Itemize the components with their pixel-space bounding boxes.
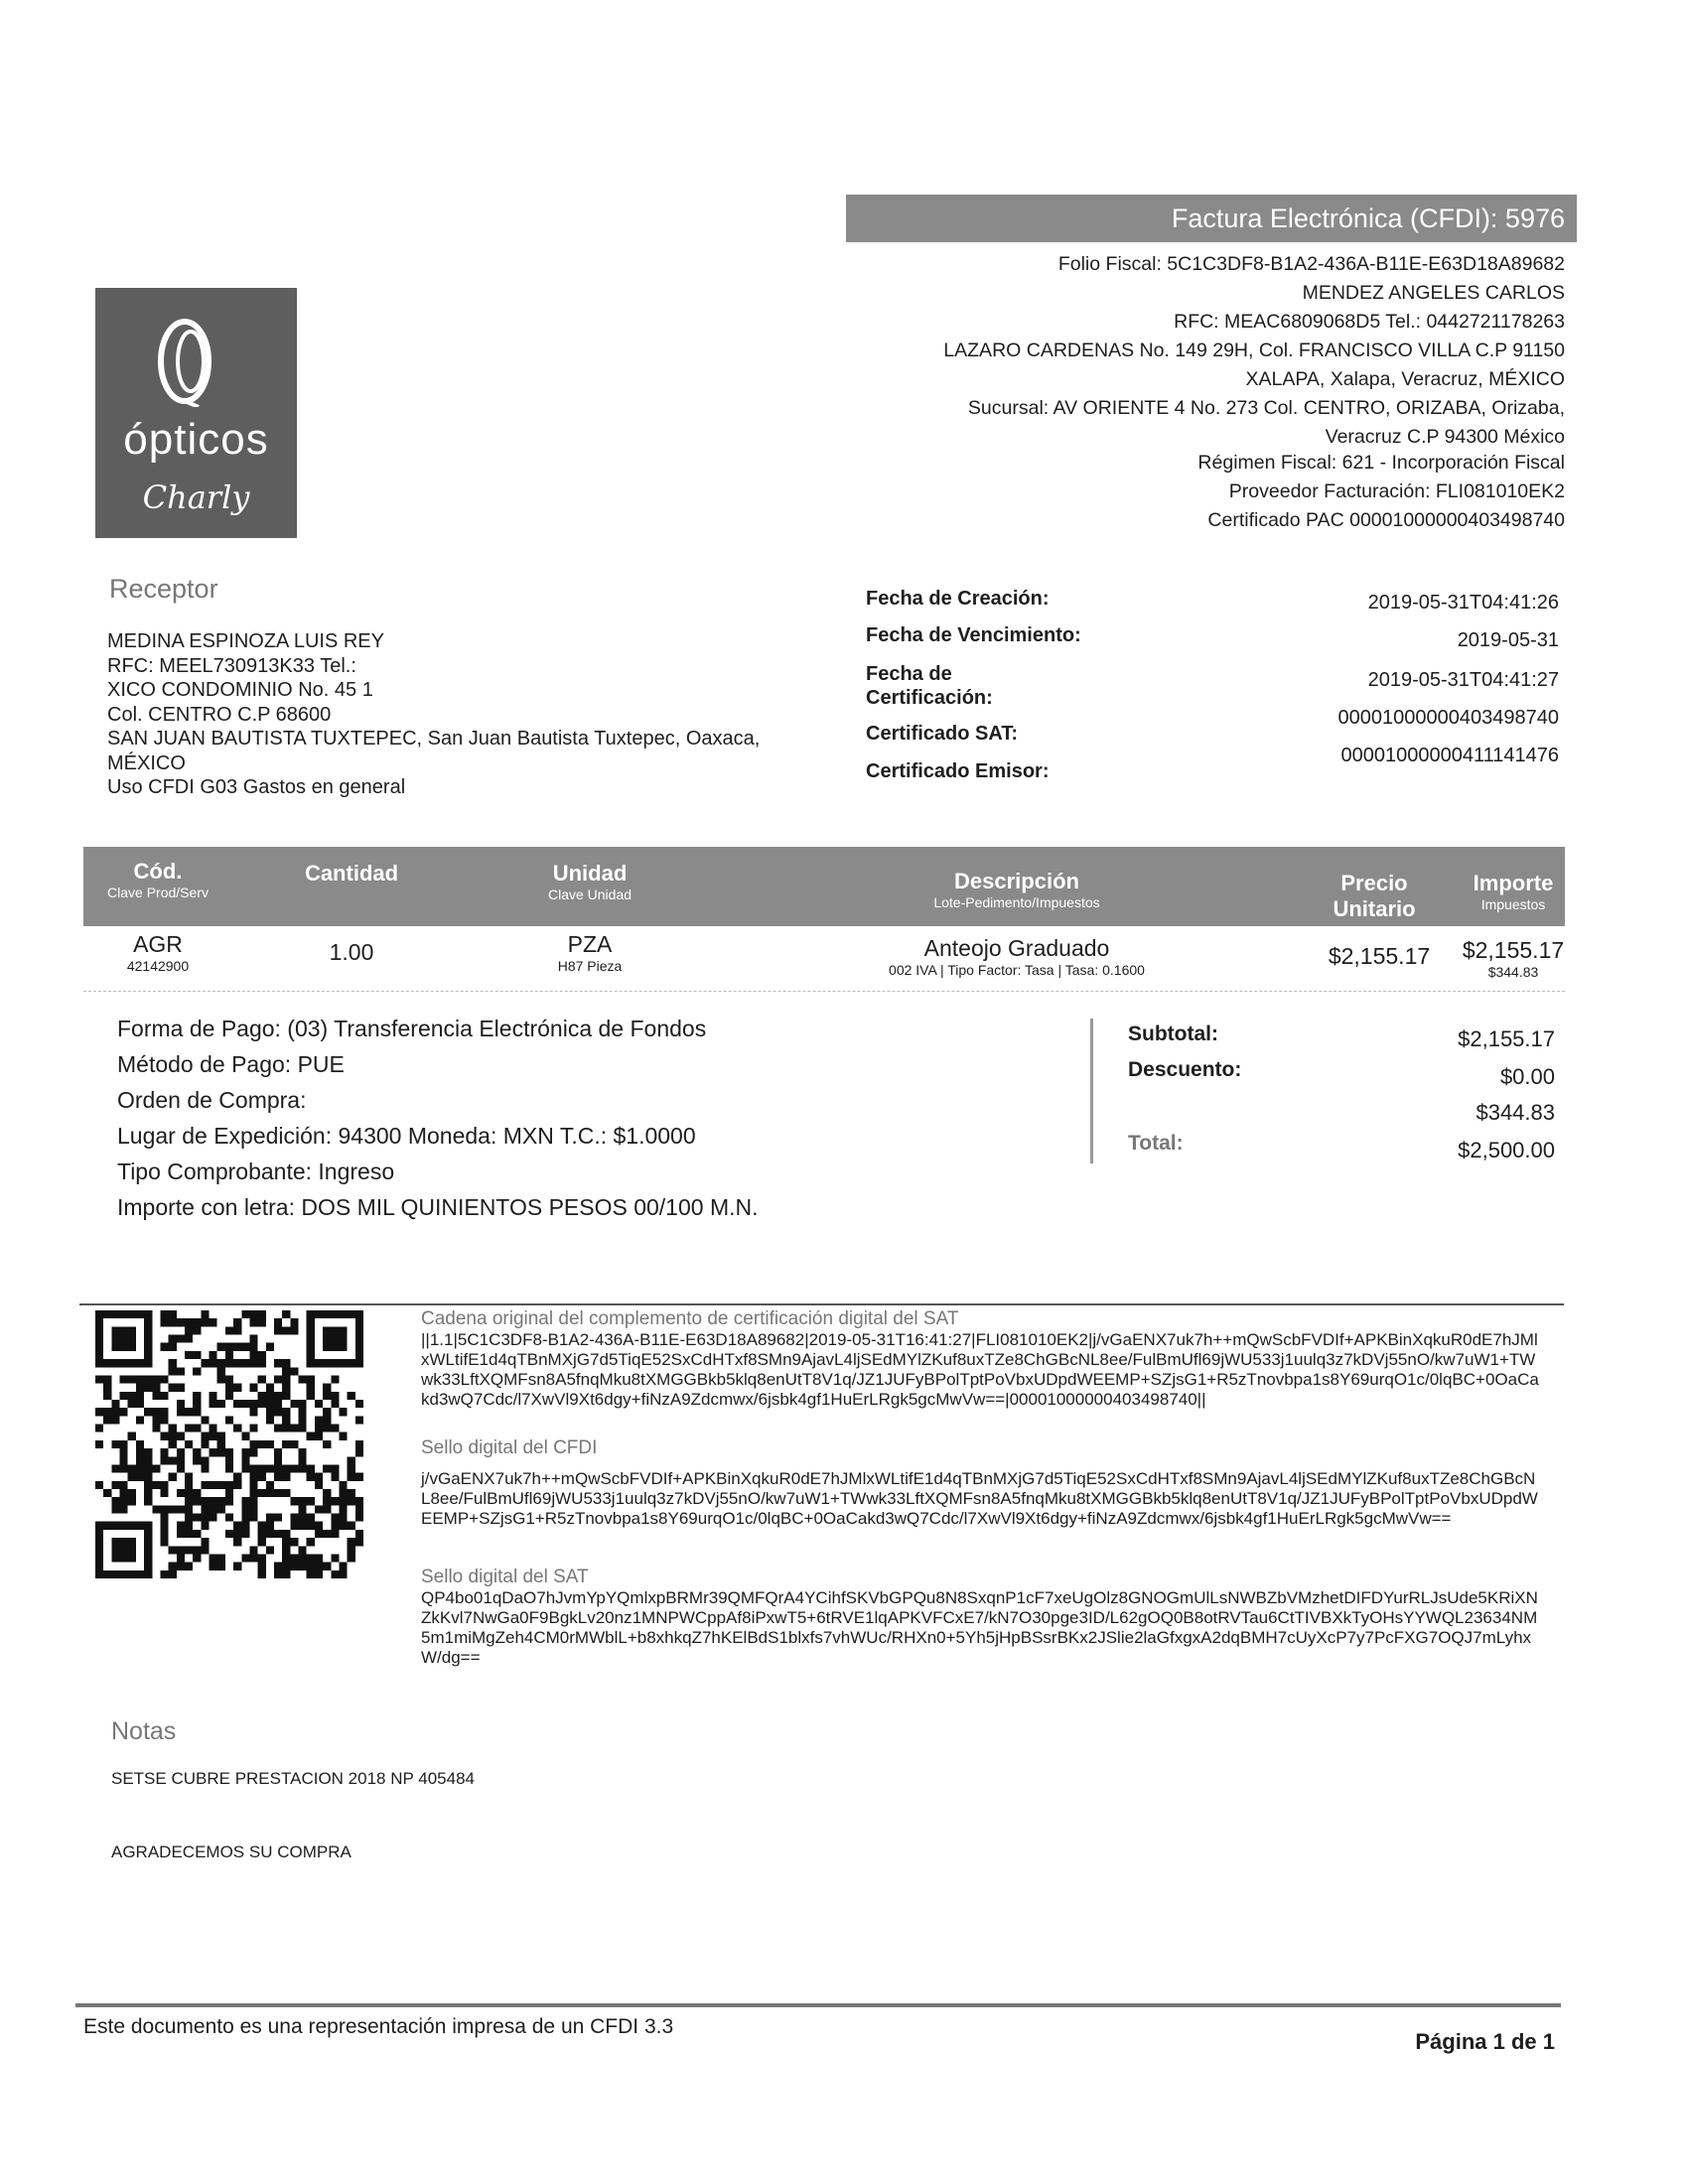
payment-details — [117, 1011, 759, 1225]
creation-label: Fecha de Creación: — [866, 588, 1050, 610]
due-value: 2019-05-31 — [1457, 629, 1559, 651]
payment-method: Método de Pago: PUE — [117, 1051, 345, 1077]
logo-wordmark: ópticos — [123, 415, 269, 464]
notes-title: Notas — [111, 1717, 177, 1745]
due-label: Fecha de Vencimiento: — [866, 624, 1081, 646]
company-logo — [95, 288, 297, 538]
sat-cert-label: Certificado SAT: — [866, 723, 1018, 745]
folio-fiscal: Folio Fiscal: 5C1C3DF8-B1A2-436A-B11E-E63D18A89682 — [1057, 253, 1565, 275]
certification-value: 2019-05-31T04:41:27 — [1367, 669, 1559, 691]
footer-disclaimer: Este documento es una representación impresa de un CFDI 3.3 — [83, 2015, 674, 2038]
footer-divider — [75, 2003, 1561, 2007]
total-label: Total: — [1128, 1132, 1184, 1155]
pac-certificate: Certificado PAC 00001000000403498740 — [1207, 509, 1565, 531]
certification-label-2: Certificación: — [866, 687, 993, 709]
sat-cert-value: 00001000000403498740 — [1337, 707, 1559, 729]
cadena-original-title: Cadena original del complemento de certificación digital del SAT — [421, 1308, 959, 1329]
creation-value: 2019-05-31T04:41:26 — [1367, 592, 1559, 614]
cadena-original-block — [421, 1308, 1539, 1410]
branch-city: Veracruz C.P 94300 México — [1325, 426, 1565, 448]
col-unit: Unidad Clave Unidad — [547, 861, 633, 902]
totals-divider — [1090, 1019, 1093, 1163]
cfdi-seal-text: j/vGaENX7uk7h++mQwScbFVDIf+APKBinXqkuR0dE7hJMlxWLtifE1d4qTBnMXjG7d5TiqE52SxCdHTxf8SMn9AjavL4ljSEdMYlZKuf8uxTZe8ChGBcNL8ee/FulBmUfl69jWU533j1uulq3z7kDVj55nO/kw7uW1+TWwk33LftXQMFsn8A5fnqMku8tXMGGBkb5klq8enUtT8V1q/JZ1JUFyBPolTptPoVbxUDpdWEEMP+SZjsG1+R5zTnovbpa1s8Y69urqO1c/0lqBC+0OaCakd3wQ7Cdc/l7XwVl9Xt6dgy+fiNzA9Zdcmwx/6jsbk4gf1HuErLRgk5gcMwVw== — [421, 1469, 1538, 1528]
logo-script: Charly — [142, 478, 250, 516]
subtotal-value: $2,155.17 — [1458, 1026, 1555, 1051]
receptor-uso-cfdi: Uso CFDI G03 Gastos en general — [107, 776, 406, 798]
tax-value: $344.83 — [1476, 1100, 1555, 1125]
receptor-title: Receptor — [109, 574, 218, 604]
issuer-address: LAZARO CARDENAS No. 149 29H, Col. FRANCISCO VILLA C.P 91150 — [943, 340, 1565, 361]
page-number: Página 1 de 1 — [1415, 2029, 1555, 2054]
receptor-country: MÉXICO — [107, 751, 186, 774]
row-unit-price: $2,155.17 — [1328, 943, 1431, 969]
sat-seal-title: Sello digital del SAT — [421, 1567, 589, 1587]
row-quantity: 1.00 — [329, 939, 374, 965]
note-line: SETSE CUBRE PRESTACION 2018 NP 405484 — [111, 1769, 475, 1788]
receptor-rfc: RFC: MEEL730913K33 Tel.: — [107, 654, 356, 677]
branch-address: Sucursal: AV ORIENTE 4 No. 273 Col. CENTRO, ORIZABA, Orizaba, — [967, 397, 1565, 419]
issuer-info — [810, 250, 1565, 535]
total-value: $2,500.00 — [1458, 1138, 1555, 1162]
emisor-cert-value: 00001000000411141476 — [1340, 745, 1559, 766]
receptor-colony: Col. CENTRO C.P 68600 — [107, 703, 332, 726]
col-quantity: Cantidad — [304, 861, 399, 886]
row-code: AGR 42142900 — [126, 931, 190, 974]
receptor-city: SAN JUAN BAUTISTA TUXTEPEC, San Juan Bautista Tuxtepec, Oaxaca, — [107, 728, 761, 750]
logo-ring-icon — [157, 316, 212, 407]
tax-regime: Régimen Fiscal: 621 - Incorporación Fiscal — [1197, 452, 1565, 474]
issuer-name: MENDEZ ANGELES CARLOS — [1302, 282, 1565, 304]
col-unit-price: Precio Unitario — [1333, 871, 1416, 921]
row-amount: $2,155.17 $344.83 — [1462, 937, 1565, 980]
payment-form: Forma de Pago: (03) Transferencia Electrónica de Fondos — [117, 1016, 707, 1041]
col-amount: Importe Impuestos — [1473, 871, 1554, 912]
sat-seal-block — [421, 1567, 1539, 1668]
invoice-title: Factura Electrónica (CFDI): 5976 — [846, 195, 1577, 242]
discount-label: Descuento: — [1128, 1058, 1242, 1081]
col-code: Cód. Clave Prod/Serv — [107, 859, 209, 900]
amount-in-words: Importe con letra: DOS MIL QUINIENTOS PESOS 00/100 M.N. — [117, 1194, 759, 1220]
receptor-name: MEDINA ESPINOZA LUIS REY — [107, 630, 384, 652]
purchase-order: Orden de Compra: — [117, 1087, 307, 1113]
voucher-type: Tipo Comprobante: Ingreso — [117, 1159, 395, 1184]
note-line: AGRADECEMOS SU COMPRA — [111, 1843, 352, 1861]
cadena-original-text: ||1.1|5C1C3DF8-B1A2-436A-B11E-E63D18A89682|2019-05-31T16:41:27|FLI081010EK2|j/vGaENX7uk7h++mQwScbFVDIf+APKBinXqkuR0dE7hJMlxWLtifE1d4qTBnMXjG7d5TiqE52SxCdHTxf8SMn9AjavL4ljSEdMYlZKuf8uxTZe8ChGBcNL8ee/FulBmUfl69jWU533j1uulq3z7kDVj55nO/kw7uW1+TWwk33LftXQMFsn8A5fnqMku8tXMGGBkb5klq8enUtT8V1q/JZ1JUFyBPolTptPoVbxUDpdWEEMP+SZjsG1+R5zTnovbpa1s8Y69urqO1c/0lqBC+0OaCakd3wQ7Cdc/l7XwVl9Xt6dgy+fiNzA9Zdcmwx/6jsbk4gf1HuErLRgk5gcMwVw==|00001000000403498740|| — [421, 1330, 1539, 1409]
qr-code — [95, 1310, 363, 1578]
issuer-city: XALAPA, Xalapa, Veracruz, MÉXICO — [1245, 368, 1565, 390]
emisor-cert-label: Certificado Emisor: — [866, 760, 1050, 782]
cfdi-seal-block — [421, 1437, 1539, 1529]
cfdi-seal-title: Sello digital del CFDI — [421, 1437, 598, 1458]
sat-seal-text: QP4bo01qDaO7hJvmYpYQmlxpBRMr39QMFQrA4YCihfSKVbGPQu8N8SxqnP1cF7xeUgOlz8GNOGmUlLsNWBZbVMzhetDIFDYurRLJsUde5KRiXNZkKvl7NwGa0F9BgkLv20nz1MNPWCppAf8iPxwT5+6tRVE1lqAPKVFCxE7/kN7O30pge3ID/L62gOQ0B8otRVTau6CtTIVBXkTyOHsYYWQL23634NM5m1miMgZeh4CM0rMWblL+b8xhkqZ7hKElBdS1blxfs7vhWUc/RHXn0+5Yh5jHpBSsrBKx2JSlie2laGfxgxA2dqBMH7cUyXcP7y7PcFXG7OQJ7mLyhxW/dg== — [421, 1588, 1538, 1667]
receptor-street: XICO CONDOMINIO No. 45 1 — [107, 679, 373, 701]
row-unit: PZA H87 Pieza — [557, 931, 623, 974]
row-description: Anteojo Graduado 002 IVA | Tipo Factor: Tasa | Tasa: 0.1600 — [889, 935, 1145, 978]
subtotal-label: Subtotal: — [1128, 1023, 1218, 1045]
receptor-info — [107, 629, 760, 800]
col-description: Descripción Lote-Pedimento/Impuestos — [933, 869, 1100, 910]
issuer-rfc: RFC: MEAC6809068D5 Tel.: 0442721178263 — [1174, 311, 1565, 333]
issue-place: Lugar de Expedición: 94300 Moneda: MXN T.C.: $1.0000 — [117, 1123, 696, 1149]
discount-value: $0.00 — [1499, 1064, 1555, 1089]
certification-label-1: Fecha de — [866, 663, 952, 685]
invoice-provider: Proveedor Facturación: FLI081010EK2 — [1228, 480, 1565, 502]
items-table-header — [83, 847, 1565, 926]
section-divider — [79, 1303, 1564, 1305]
table-row — [83, 925, 1565, 992]
